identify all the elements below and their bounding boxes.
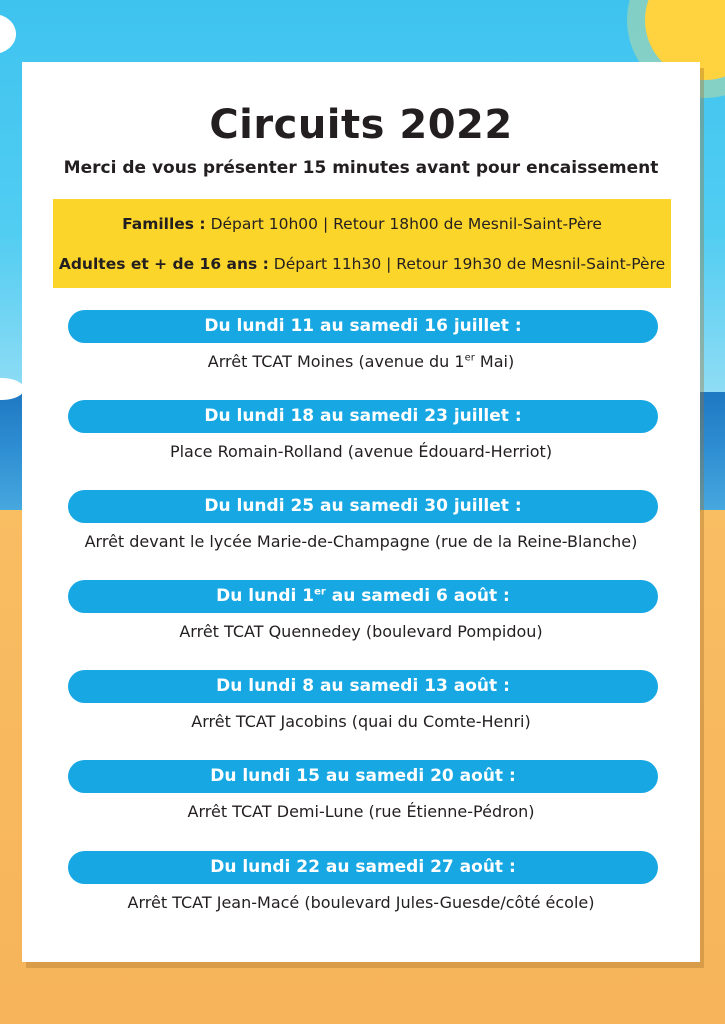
week-date-pill: Du lundi 8 au samedi 13 août : [68, 670, 658, 703]
week-date-pill: Du lundi 18 au samedi 23 juillet : [68, 400, 658, 433]
adults-text: Départ 11h30 | Retour 19h30 de Mesnil-Saint-Père [273, 255, 666, 273]
page-title: Circuits 2022 [209, 102, 513, 148]
week-date-pill [68, 580, 658, 613]
week-date-pill: Du lundi 15 au samedi 20 août : [68, 760, 658, 793]
departure-info-box [53, 199, 671, 288]
schedule-card [22, 62, 700, 962]
week-date-ordinal: er [314, 586, 326, 598]
adults-info [53, 255, 671, 273]
pickup-stop: Arrêt devant le lycée Marie-de-Champagne (rue de la Reine-Blanche) [84, 532, 638, 551]
pickup-stop: Arrêt TCAT Jacobins (quai du Comte-Henri) [191, 712, 531, 731]
families-info [53, 215, 671, 233]
adults-label: Adultes et + de 16 ans : [58, 255, 269, 273]
week-date-text-end: au samedi 6 août : [325, 586, 510, 606]
week-date-text: Du lundi 1 [216, 586, 315, 606]
pickup-stop-text-end: Mai) [474, 352, 515, 371]
pickup-stop: Arrêt TCAT Jean-Macé (boulevard Jules-Guesde/côté école) [127, 893, 595, 912]
page-subtitle: Merci de vous présenter 15 minutes avant pour encaissement [63, 158, 659, 178]
week-date-pill: Du lundi 11 au samedi 16 juillet : [68, 310, 658, 343]
pickup-stop-ordinal: er [464, 352, 475, 364]
week-date-pill: Du lundi 22 au samedi 27 août : [68, 851, 658, 884]
pickup-stop: Place Romain-Rolland (avenue Édouard-Herriot) [169, 442, 553, 461]
pickup-stop [22, 352, 700, 371]
pickup-stop-text: Arrêt TCAT Moines (avenue du 1 [207, 352, 465, 371]
week-date-pill: Du lundi 25 au samedi 30 juillet : [68, 490, 658, 523]
families-label: Familles : [122, 215, 206, 233]
pickup-stop: Arrêt TCAT Quennedey (boulevard Pompidou) [179, 622, 543, 641]
pickup-stop: Arrêt TCAT Demi-Lune (rue Étienne-Pédron) [187, 802, 535, 821]
families-text: Départ 10h00 | Retour 18h00 de Mesnil-Saint-Père [210, 215, 602, 233]
